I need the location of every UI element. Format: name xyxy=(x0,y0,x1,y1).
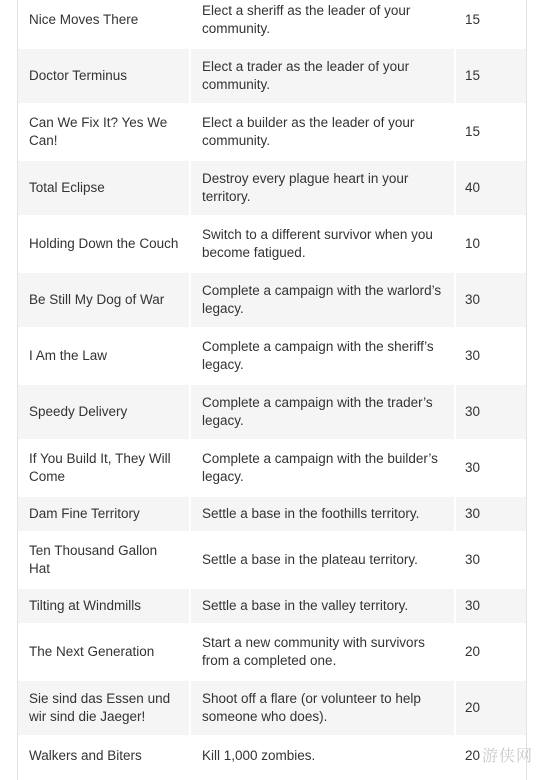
achievement-name: Sie sind das Essen und wir sind die Jaeger! xyxy=(18,681,191,737)
achievement-name: I Am the Law xyxy=(18,329,191,385)
achievement-points: 10 xyxy=(456,217,526,273)
achievement-points: 30 xyxy=(456,441,526,497)
table-row xyxy=(18,497,526,533)
achievement-points: 15 xyxy=(456,49,526,105)
achievement-points: 30 xyxy=(456,533,526,589)
achievement-description: Elect a builder as the leader of your community. xyxy=(191,105,456,161)
achievement-description: Start a new community with survivors from a completed one. xyxy=(191,625,456,681)
achievement-name: Doctor Terminus xyxy=(18,49,191,105)
achievement-points: 30 xyxy=(456,497,526,533)
achievement-description: Kill 1,000 zombies. xyxy=(191,737,456,777)
achievement-points: 30 xyxy=(456,589,526,625)
site-watermark: 游侠网 xyxy=(481,746,533,765)
achievement-name: If You Build It, They Will Come xyxy=(18,441,191,497)
achievement-description: Switch to a different survivor when you become fatigued. xyxy=(191,217,456,273)
achievement-name: The Next Generation xyxy=(18,625,191,681)
table-row xyxy=(18,273,526,329)
achievement-description: Complete a campaign with the warlord’s legacy. xyxy=(191,273,456,329)
table-row xyxy=(18,441,526,497)
achievement-points: 15 xyxy=(456,0,526,49)
achievement-name: Tilting at Windmills xyxy=(18,589,191,625)
achievement-name: Nice Moves There xyxy=(18,0,191,49)
achievement-points: 15 xyxy=(456,105,526,161)
table-row xyxy=(18,217,526,273)
achievement-name: Total Eclipse xyxy=(18,161,191,217)
achievement-points: 20 xyxy=(456,737,526,777)
table-row xyxy=(18,49,526,105)
achievement-description: Shoot off a flare (or volunteer to help someone who does). xyxy=(191,681,456,737)
achievement-description: Settle a base in the plateau territory. xyxy=(191,533,456,589)
table-row xyxy=(18,625,526,681)
table-row xyxy=(18,0,526,49)
achievement-description: Elect a trader as the leader of your community. xyxy=(191,49,456,105)
achievement-name: Can We Fix It? Yes We Can! xyxy=(18,105,191,161)
table-row xyxy=(18,161,526,217)
achievement-name: Walkers and Biters xyxy=(18,737,191,777)
achievement-description: Settle a base in the valley territory. xyxy=(191,589,456,625)
achievement-description: Elect a sheriff as the leader of your community. xyxy=(191,0,456,49)
achievement-points: 30 xyxy=(456,385,526,441)
table-row xyxy=(18,681,526,737)
achievements-table xyxy=(18,0,526,777)
achievement-name: Speedy Delivery xyxy=(18,385,191,441)
achievement-points: 20 xyxy=(456,681,526,737)
table-row xyxy=(18,385,526,441)
table-row xyxy=(18,737,526,777)
table-row xyxy=(18,329,526,385)
achievement-name: Ten Thousand Gallon Hat xyxy=(18,533,191,589)
achievement-points: 30 xyxy=(456,329,526,385)
achievement-description: Complete a campaign with the builder’s legacy. xyxy=(191,441,456,497)
table-row xyxy=(18,533,526,589)
achievement-name: Holding Down the Couch xyxy=(18,217,191,273)
achievement-name: Dam Fine Territory xyxy=(18,497,191,533)
achievement-name: Be Still My Dog of War xyxy=(18,273,191,329)
achievement-description: Settle a base in the foothills territory. xyxy=(191,497,456,533)
table-row xyxy=(18,589,526,625)
achievement-points: 40 xyxy=(456,161,526,217)
achievement-description: Complete a campaign with the trader’s legacy. xyxy=(191,385,456,441)
achievement-points: 20 xyxy=(456,625,526,681)
achievement-points: 30 xyxy=(456,273,526,329)
table-row xyxy=(18,105,526,161)
achievement-description: Complete a campaign with the sheriff’s legacy. xyxy=(191,329,456,385)
achievement-description: Destroy every plague heart in your territory. xyxy=(191,161,456,217)
